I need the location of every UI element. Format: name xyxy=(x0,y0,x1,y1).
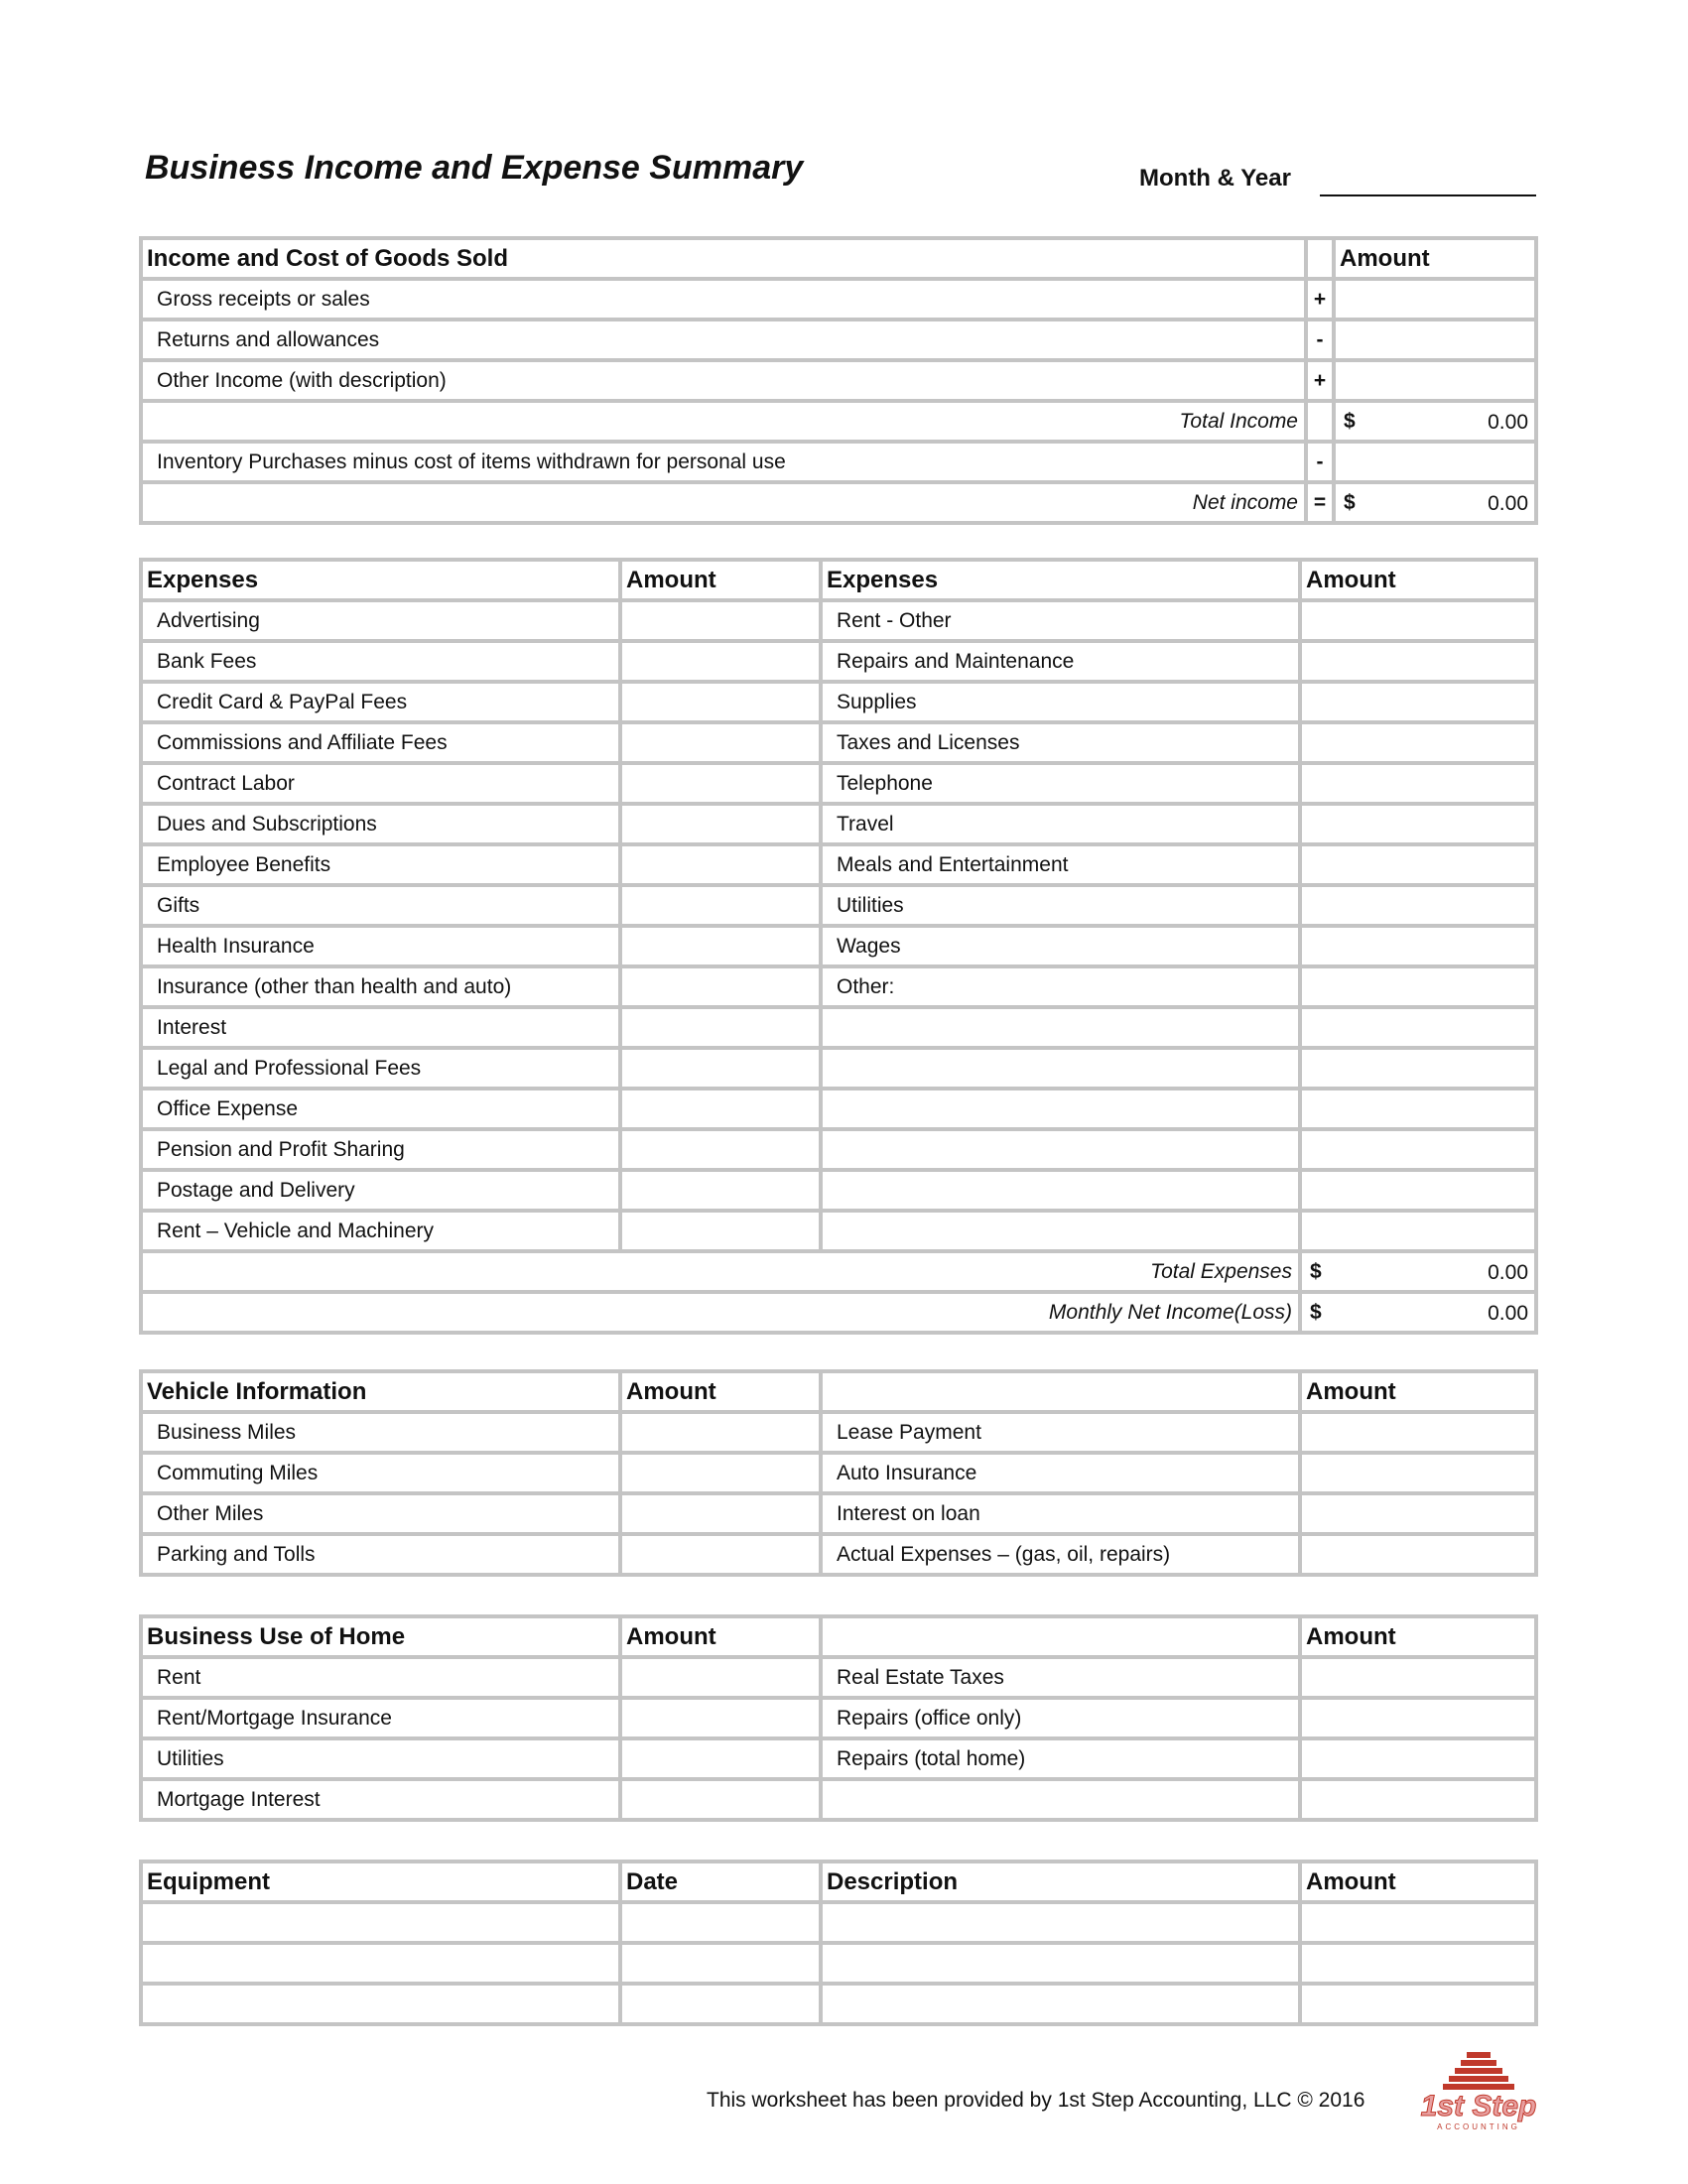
home-item-label-left: Mortgage Interest xyxy=(143,1781,618,1818)
amount-field[interactable] xyxy=(1302,1904,1534,1941)
net-income-label: Net income xyxy=(143,484,1304,521)
expenses-amount-field-left[interactable] xyxy=(622,1050,819,1087)
vehicle-amount-header-left: Amount xyxy=(622,1373,819,1410)
expenses-amount-field-left[interactable] xyxy=(622,1172,819,1209)
expenses-item-label-left: Commissions and Affiliate Fees xyxy=(143,724,618,761)
expenses-item-label-right: Travel xyxy=(823,806,1298,842)
date-field[interactable] xyxy=(622,1945,819,1982)
home-item-label-left: Rent/Mortgage Insurance xyxy=(143,1700,618,1736)
net-income[interactable] xyxy=(1336,484,1534,521)
home-row xyxy=(143,1781,1534,1818)
expenses-amount-field-right[interactable] xyxy=(1302,928,1534,964)
vehicle-item-label-left: Business Miles xyxy=(143,1414,618,1451)
expenses-amount-field-left[interactable] xyxy=(622,1213,819,1249)
month-year-label: Month & Year xyxy=(1139,165,1291,192)
op-cell xyxy=(1308,240,1332,277)
equipment-field[interactable] xyxy=(143,1986,618,2022)
expenses-item-label-right: Wages xyxy=(823,928,1298,964)
expenses-amount-field-left[interactable] xyxy=(622,602,819,639)
operator-sign: - xyxy=(1308,444,1332,480)
expenses-item-label-right xyxy=(823,1172,1298,1209)
income-row xyxy=(143,281,1534,318)
expenses-row xyxy=(143,765,1534,802)
description-field[interactable] xyxy=(823,1904,1298,1941)
income-amount-field[interactable] xyxy=(1336,321,1534,358)
home-item-label-left: Utilities xyxy=(143,1740,618,1777)
income-amount-header: Amount xyxy=(1336,240,1534,277)
vehicle-amount-field-right[interactable] xyxy=(1302,1414,1534,1451)
expenses-amount-field-right[interactable] xyxy=(1302,846,1534,883)
net-income-value: 0.00 xyxy=(1488,492,1528,515)
date-field[interactable] xyxy=(622,1986,819,2022)
income-row-label: Gross receipts or sales xyxy=(143,281,1304,318)
expenses-item-label-left: Advertising xyxy=(143,602,618,639)
equipment-date-header: Date xyxy=(622,1863,819,1900)
expenses-amount-header-right: Amount xyxy=(1302,562,1534,598)
expenses-amount-header-left: Amount xyxy=(622,562,819,598)
equipment-table xyxy=(139,1860,1538,2026)
expenses-row xyxy=(143,1009,1534,1046)
expenses-item-label-left: Interest xyxy=(143,1009,618,1046)
dollar-sign: $ xyxy=(1344,410,1356,433)
expenses-amount-field-right[interactable] xyxy=(1302,1091,1534,1127)
expenses-row xyxy=(143,724,1534,761)
expenses-row xyxy=(143,806,1534,842)
home-table xyxy=(139,1614,1538,1822)
expenses-row xyxy=(143,928,1534,964)
total-income-label: Total Income xyxy=(143,403,1304,440)
total-income-value: 0.00 xyxy=(1488,411,1528,434)
income-header: Income and Cost of Goods Sold xyxy=(143,240,1304,277)
expenses-amount-field-left[interactable] xyxy=(622,968,819,1005)
expenses-amount-field-left[interactable] xyxy=(622,1009,819,1046)
expenses-table xyxy=(139,558,1538,1335)
logo-subtext: ACCOUNTING xyxy=(1437,2122,1520,2131)
expenses-amount-field-right[interactable] xyxy=(1302,643,1534,680)
company-logo xyxy=(1415,2046,1542,2135)
expenses-item-label-left: Legal and Professional Fees xyxy=(143,1050,618,1087)
equipment-row xyxy=(143,1945,1534,1982)
expenses-row xyxy=(143,846,1534,883)
vehicle-row xyxy=(143,1536,1534,1573)
inventory-label: Inventory Purchases minus cost of items withdrawn for personal use xyxy=(143,444,1304,480)
expenses-amount-field-right[interactable] xyxy=(1302,724,1534,761)
vehicle-item-label-left: Other Miles xyxy=(143,1495,618,1532)
income-amount-field[interactable] xyxy=(1336,362,1534,399)
home-item-label-right xyxy=(823,1781,1298,1818)
page-title: Business Income and Expense Summary xyxy=(145,149,804,187)
expenses-amount-field-right[interactable] xyxy=(1302,1213,1534,1249)
expenses-item-label-left: Dues and Subscriptions xyxy=(143,806,618,842)
vehicle-item-label-right: Auto Insurance xyxy=(823,1455,1298,1491)
vehicle-amount-field-left[interactable] xyxy=(622,1536,819,1573)
home-item-label-right: Repairs (office only) xyxy=(823,1700,1298,1736)
expenses-amount-field-right[interactable] xyxy=(1302,684,1534,720)
expenses-amount-field-right[interactable] xyxy=(1302,1050,1534,1087)
income-row-label: Returns and allowances xyxy=(143,321,1304,358)
monthly-net-income[interactable] xyxy=(1302,1294,1534,1331)
expenses-item-label-right xyxy=(823,1213,1298,1249)
operator-sign: + xyxy=(1308,362,1332,399)
expenses-item-label-right xyxy=(823,1091,1298,1127)
expenses-item-label-right: Telephone xyxy=(823,765,1298,802)
expenses-amount-field-right[interactable] xyxy=(1302,1172,1534,1209)
income-row-label: Other Income (with description) xyxy=(143,362,1304,399)
expenses-row xyxy=(143,643,1534,680)
home-amount-field-right[interactable] xyxy=(1302,1781,1534,1818)
vehicle-header-right xyxy=(823,1373,1298,1410)
expenses-amount-field-left[interactable] xyxy=(622,1091,819,1127)
equipment-row xyxy=(143,1986,1534,2022)
expenses-item-label-right xyxy=(823,1050,1298,1087)
expenses-item-label-left: Health Insurance xyxy=(143,928,618,964)
vehicle-item-label-right: Interest on loan xyxy=(823,1495,1298,1532)
expenses-item-label-right: Utilities xyxy=(823,887,1298,924)
inventory-amount-field[interactable] xyxy=(1336,444,1534,480)
expenses-amount-field-left[interactable] xyxy=(622,765,819,802)
home-header-right xyxy=(823,1618,1298,1655)
expenses-item-label-right xyxy=(823,1131,1298,1168)
expenses-item-label-right: Supplies xyxy=(823,684,1298,720)
expenses-row xyxy=(143,1131,1534,1168)
vehicle-row xyxy=(143,1414,1534,1451)
expenses-header-left: Expenses xyxy=(143,562,618,598)
home-amount-field-left[interactable] xyxy=(622,1740,819,1777)
vehicle-amount-field-right[interactable] xyxy=(1302,1536,1534,1573)
expenses-item-label-right: Rent - Other xyxy=(823,602,1298,639)
home-amount-field-left[interactable] xyxy=(622,1659,819,1696)
expenses-row xyxy=(143,602,1534,639)
amount-field[interactable] xyxy=(1302,1945,1534,1982)
vehicle-item-label-left: Commuting Miles xyxy=(143,1455,618,1491)
expenses-item-label-left: Credit Card & PayPal Fees xyxy=(143,684,618,720)
expenses-amount-field-left[interactable] xyxy=(622,684,819,720)
equipment-field[interactable] xyxy=(143,1904,618,1941)
vehicle-amount-header-right: Amount xyxy=(1302,1373,1534,1410)
monthly-net-income-value: 0.00 xyxy=(1488,1302,1528,1325)
expenses-item-label-right: Meals and Entertainment xyxy=(823,846,1298,883)
expenses-amount-field-right[interactable] xyxy=(1302,765,1534,802)
total-income[interactable] xyxy=(1336,403,1534,440)
expenses-item-label-left: Employee Benefits xyxy=(143,846,618,883)
expenses-amount-field-left[interactable] xyxy=(622,643,819,680)
vehicle-table xyxy=(139,1369,1538,1577)
expenses-item-label-left: Office Expense xyxy=(143,1091,618,1127)
income-row xyxy=(143,362,1534,399)
total-expenses-value: 0.00 xyxy=(1488,1261,1528,1284)
vehicle-row xyxy=(143,1495,1534,1532)
home-amount-field-left[interactable] xyxy=(622,1700,819,1736)
home-amount-header-right: Amount xyxy=(1302,1618,1534,1655)
home-item-label-right: Repairs (total home) xyxy=(823,1740,1298,1777)
total-expenses-label: Total Expenses xyxy=(143,1253,1298,1290)
equipment-field[interactable] xyxy=(143,1945,618,1982)
description-field[interactable] xyxy=(823,1986,1298,2022)
vehicle-item-label-right: Lease Payment xyxy=(823,1414,1298,1451)
vehicle-amount-field-left[interactable] xyxy=(622,1495,819,1532)
dollar-sign: $ xyxy=(1344,491,1356,514)
expenses-item-label-right: Repairs and Maintenance xyxy=(823,643,1298,680)
vehicle-row xyxy=(143,1455,1534,1491)
equipment-header: Equipment xyxy=(143,1863,618,1900)
home-row xyxy=(143,1740,1534,1777)
vehicle-item-label-left: Parking and Tolls xyxy=(143,1536,618,1573)
expenses-row xyxy=(143,1172,1534,1209)
equipment-description-header: Description xyxy=(823,1863,1298,1900)
vehicle-amount-field-left[interactable] xyxy=(622,1414,819,1451)
expenses-amount-field-right[interactable] xyxy=(1302,806,1534,842)
home-item-label-left: Rent xyxy=(143,1659,618,1696)
expenses-amount-field-right[interactable] xyxy=(1302,968,1534,1005)
income-table xyxy=(139,236,1538,525)
equipment-amount-header: Amount xyxy=(1302,1863,1534,1900)
home-amount-field-right[interactable] xyxy=(1302,1700,1534,1736)
expenses-row xyxy=(143,1213,1534,1249)
expenses-amount-field-right[interactable] xyxy=(1302,602,1534,639)
month-year-field[interactable] xyxy=(1320,194,1536,196)
expenses-row xyxy=(143,1091,1534,1127)
home-amount-header-left: Amount xyxy=(622,1618,819,1655)
logo-text: 1st Step xyxy=(1420,2090,1537,2122)
expenses-item-label-left: Postage and Delivery xyxy=(143,1172,618,1209)
home-amount-field-left[interactable] xyxy=(622,1781,819,1818)
expenses-amount-field-left[interactable] xyxy=(622,724,819,761)
expenses-row xyxy=(143,684,1534,720)
monthly-net-income-label: Monthly Net Income(Loss) xyxy=(143,1294,1298,1331)
operator-sign: = xyxy=(1308,484,1332,521)
operator-sign xyxy=(1308,403,1332,440)
home-header: Business Use of Home xyxy=(143,1618,618,1655)
expenses-item-label-left: Contract Labor xyxy=(143,765,618,802)
vehicle-amount-field-right[interactable] xyxy=(1302,1495,1534,1532)
total-expenses[interactable] xyxy=(1302,1253,1534,1290)
expenses-item-label-left: Gifts xyxy=(143,887,618,924)
expenses-header-right: Expenses xyxy=(823,562,1298,598)
operator-sign: - xyxy=(1308,321,1332,358)
expenses-amount-field-right[interactable] xyxy=(1302,887,1534,924)
expenses-amount-field-right[interactable] xyxy=(1302,1131,1534,1168)
expenses-amount-field-left[interactable] xyxy=(622,806,819,842)
vehicle-header: Vehicle Information xyxy=(143,1373,618,1410)
expenses-amount-field-left[interactable] xyxy=(622,846,819,883)
expenses-item-label-left: Bank Fees xyxy=(143,643,618,680)
expenses-row xyxy=(143,968,1534,1005)
expenses-row xyxy=(143,1050,1534,1087)
expenses-item-label-left: Pension and Profit Sharing xyxy=(143,1131,618,1168)
expenses-amount-field-left[interactable] xyxy=(622,928,819,964)
expenses-amount-field-right[interactable] xyxy=(1302,1009,1534,1046)
expenses-item-label-right: Other: xyxy=(823,968,1298,1005)
dollar-sign: $ xyxy=(1310,1260,1322,1283)
expenses-amount-field-left[interactable] xyxy=(622,887,819,924)
home-row xyxy=(143,1659,1534,1696)
footer-credit: This worksheet has been provided by 1st Step Accounting, LLC © 2016 xyxy=(707,2089,1365,2112)
expenses-item-label-left: Rent – Vehicle and Machinery xyxy=(143,1213,618,1249)
date-field[interactable] xyxy=(622,1904,819,1941)
home-row xyxy=(143,1700,1534,1736)
income-row xyxy=(143,321,1534,358)
expenses-item-label-right: Taxes and Licenses xyxy=(823,724,1298,761)
dollar-sign: $ xyxy=(1310,1301,1322,1324)
vehicle-amount-field-left[interactable] xyxy=(622,1455,819,1491)
income-amount-field[interactable] xyxy=(1336,281,1534,318)
home-item-label-right: Real Estate Taxes xyxy=(823,1659,1298,1696)
home-amount-field-right[interactable] xyxy=(1302,1659,1534,1696)
expenses-amount-field-left[interactable] xyxy=(622,1131,819,1168)
operator-sign: + xyxy=(1308,281,1332,318)
home-amount-field-right[interactable] xyxy=(1302,1740,1534,1777)
vehicle-amount-field-right[interactable] xyxy=(1302,1455,1534,1491)
expenses-item-label-right xyxy=(823,1009,1298,1046)
vehicle-item-label-right: Actual Expenses – (gas, oil, repairs) xyxy=(823,1536,1298,1573)
equipment-row xyxy=(143,1904,1534,1941)
amount-field[interactable] xyxy=(1302,1986,1534,2022)
description-field[interactable] xyxy=(823,1945,1298,1982)
expenses-row xyxy=(143,887,1534,924)
expenses-item-label-left: Insurance (other than health and auto) xyxy=(143,968,618,1005)
